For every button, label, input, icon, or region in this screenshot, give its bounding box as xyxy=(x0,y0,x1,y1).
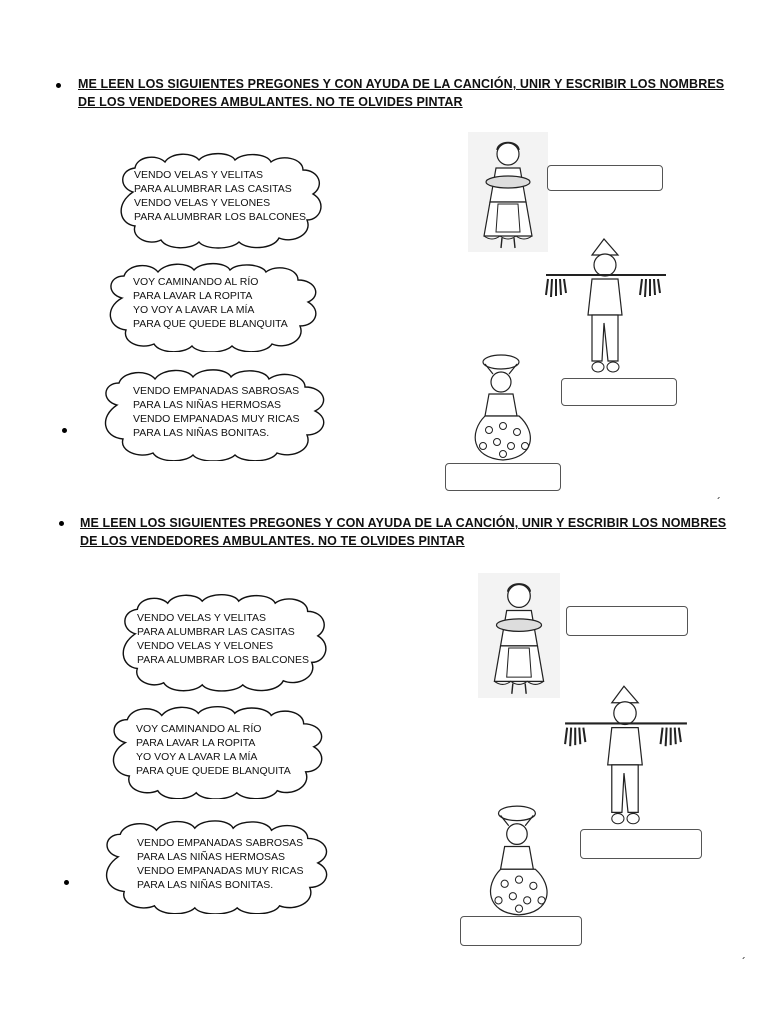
bullet-point xyxy=(62,428,67,433)
pregon-cloud-empanadas xyxy=(96,818,338,914)
pregon-cloud-velas xyxy=(115,593,333,693)
pregon-line: PARA LAS NIÑAS HERMOSAS xyxy=(137,851,286,863)
pregon-line: PARA QUE QUEDE BLANQUITA xyxy=(133,318,288,330)
pregon-line: VENDO EMPANADAS SABROSAS xyxy=(133,385,300,397)
answer-box[interactable] xyxy=(580,829,702,859)
stray-mark: ´ xyxy=(717,495,721,509)
pregon-cloud-empanadas xyxy=(95,367,335,461)
pregon-line: PARA ALUMBRAR LOS BALCONES xyxy=(137,654,309,666)
pregon-line: PARA LAVAR LA ROPITA xyxy=(136,737,256,749)
pregon-line: PARA ALUMBRAR LOS BALCONES xyxy=(134,211,306,223)
pregon-line: VENDO VELAS Y VELONES xyxy=(137,640,274,652)
bullet-point xyxy=(59,521,64,526)
pregon-line: VOY CAMINANDO AL RÍO xyxy=(136,723,262,735)
answer-box[interactable] xyxy=(561,378,677,406)
pregon-line: PARA LAVAR LA ROPITA xyxy=(133,290,253,302)
candle-vendor-boy-illustration xyxy=(561,680,691,830)
bullet-point xyxy=(56,83,61,88)
stray-mark: ´ xyxy=(742,955,746,969)
instruction-line-2: DE LOS VENDEDORES AMBULANTES. NO TE OLVIDES PINTAR xyxy=(80,534,465,548)
pregon-line: YO VOY A LAVAR LA MÍA xyxy=(133,304,255,316)
woman-with-basket-illustration xyxy=(468,132,548,252)
instruction-line-2: DE LOS VENDEDORES AMBULANTES. NO TE OLVIDES PINTAR xyxy=(78,95,463,109)
pregon-line: VENDO VELAS Y VELONES xyxy=(134,197,271,209)
pregon-line: VENDO VELAS Y VELITAS xyxy=(134,169,263,181)
answer-box[interactable] xyxy=(547,165,663,191)
woman-with-basket-illustration xyxy=(478,573,560,698)
instruction-line-1: ME LEEN LOS SIGUIENTES PREGONES Y CON AYUDA DE LA CANCIÓN, UNIR Y ESCRIBIR LOS NOMBRES xyxy=(80,516,727,530)
answer-box[interactable] xyxy=(445,463,561,491)
answer-box[interactable] xyxy=(460,916,582,946)
pregon-line: YO VOY A LAVAR LA MÍA xyxy=(136,751,258,763)
pregon-line: PARA LAS NIÑAS BONITAS. xyxy=(133,427,270,439)
instruction-line-1: ME LEEN LOS SIGUIENTES PREGONES Y CON AYUDA DE LA CANCIÓN, UNIR Y ESCRIBIR LOS NOMBRES xyxy=(78,77,725,91)
pregon-line: VOY CAMINANDO AL RÍO xyxy=(133,276,259,288)
pregon-cloud-rio xyxy=(103,705,331,799)
pregon-line: PARA LAS NIÑAS HERMOSAS xyxy=(133,399,282,411)
pregon-line: PARA LAS NIÑAS BONITAS. xyxy=(137,879,274,891)
answer-box[interactable] xyxy=(566,606,688,636)
pregon-line: VENDO EMPANADAS MUY RICAS xyxy=(137,865,304,877)
pregon-cloud-velas xyxy=(113,152,328,250)
pregon-line: PARA ALUMBRAR LAS CASITAS xyxy=(134,183,292,195)
pregon-cloud-rio xyxy=(100,262,325,352)
pregon-line: VENDO EMPANADAS MUY RICAS xyxy=(133,413,300,425)
woman-carrying-pot-illustration xyxy=(478,803,560,919)
bullet-point xyxy=(64,880,69,885)
pregon-line: PARA ALUMBRAR LAS CASITAS xyxy=(137,626,295,638)
pregon-line: VENDO EMPANADAS SABROSAS xyxy=(137,837,304,849)
pregon-line: VENDO VELAS Y VELITAS xyxy=(137,612,266,624)
woman-carrying-pot-illustration xyxy=(463,352,543,464)
candle-vendor-boy-illustration xyxy=(542,233,670,378)
pregon-line: PARA QUE QUEDE BLANQUITA xyxy=(136,765,291,777)
